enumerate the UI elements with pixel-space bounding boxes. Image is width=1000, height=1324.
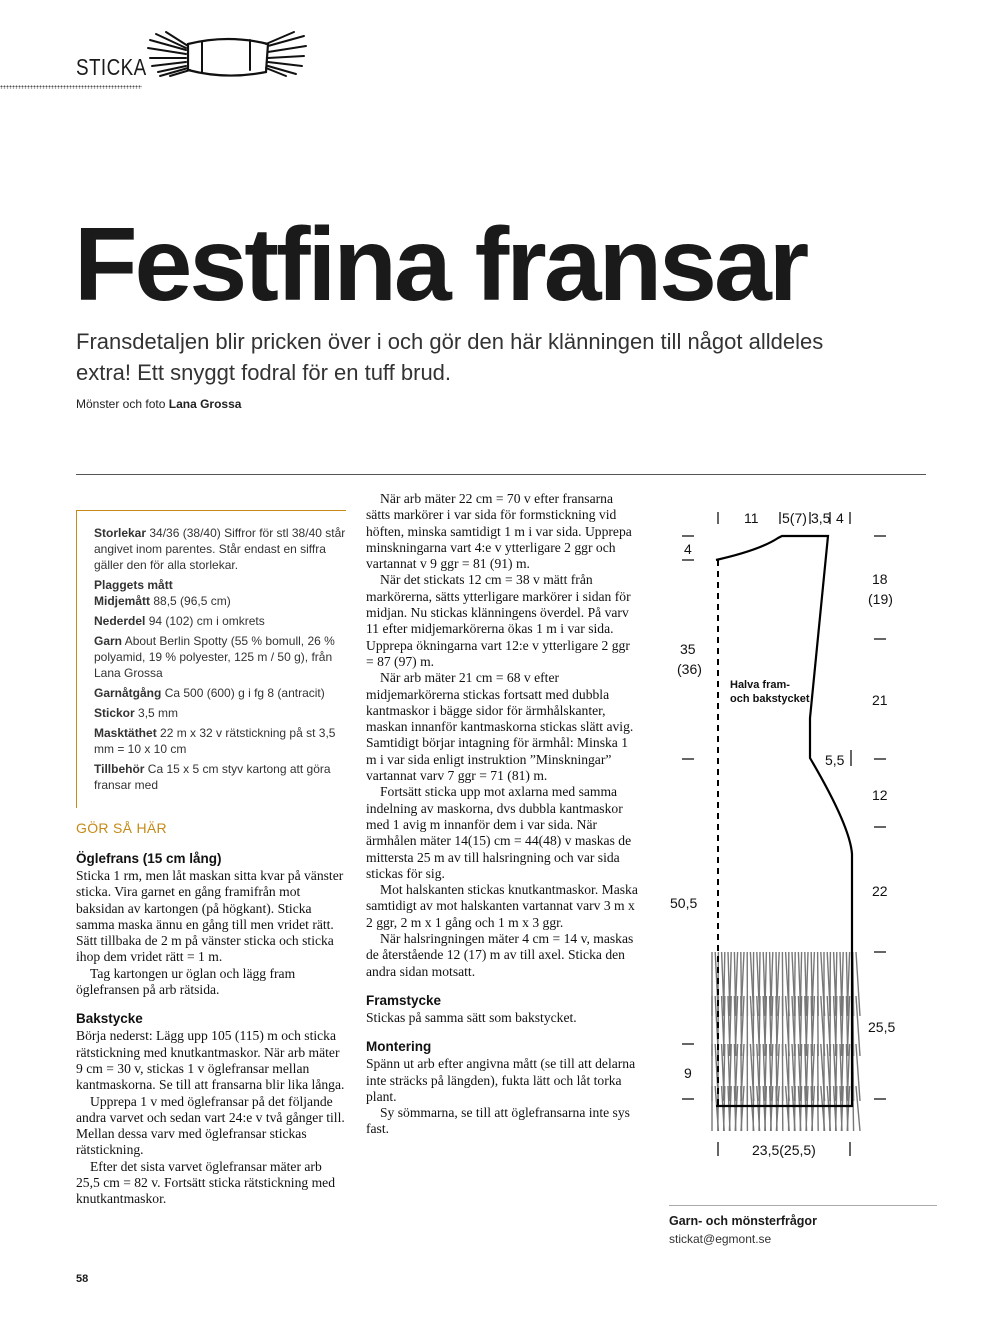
paragraph: Efter det sista varvet öglefransar mäter arb 25,5 cm = 82 v. Fortsätt sticka rätstickning med knutkantmaskor. bbox=[76, 1158, 335, 1207]
page-number: 58 bbox=[76, 1273, 89, 1285]
paragraph: Stickas på samma sätt som bakstycket. bbox=[366, 1009, 577, 1025]
dotted-divider bbox=[0, 85, 142, 89]
fact-label: Garn bbox=[94, 634, 123, 648]
dim-top-3-5: 3,5 bbox=[811, 510, 831, 526]
garment-schematic bbox=[660, 496, 940, 1171]
fact-matt-heading bbox=[94, 577, 346, 593]
paragraph: När det stickats 12 cm = 38 v mätt från markörerna, sätts ytterligare markörer i sidan för midjan. Nu stickas klänningens överdel. På varv 11 efter midjemarkörerna ökas 1 m i var sida. Upprepa ökningarna vart 12:e v ytterligare 2 ggr = 87 (97) m. bbox=[366, 572, 631, 669]
paragraph: Spänn ut arb efter angivna mått (se till att delarna inte sträcks på längden), fukta lätt och låt torka plant. bbox=[366, 1056, 636, 1104]
fact-label: Garnåtgång bbox=[94, 686, 162, 700]
fact-midjematt bbox=[94, 593, 346, 609]
page-header bbox=[0, 30, 330, 90]
dim-top-11: 11 bbox=[744, 510, 759, 526]
fact-text: 3,5 mm bbox=[138, 706, 179, 720]
dim-right-22: 22 bbox=[872, 883, 888, 899]
schematic-label-line1: Halva fram- bbox=[730, 679, 790, 691]
fact-tillbehor bbox=[94, 761, 346, 793]
instructions-column-2 bbox=[366, 491, 638, 1138]
fact-label: Midjemått bbox=[94, 594, 151, 608]
fact-label: Nederdel bbox=[94, 614, 146, 628]
dim-bottom-width: 23,5(25,5) bbox=[752, 1142, 816, 1158]
yarn-skein-icon bbox=[146, 30, 308, 78]
fact-text: About Berlin Spotty (55 % bomull, 26 % polyamid, 19 % polyester, 125 m / 50 g), från Lana Grossa bbox=[94, 634, 335, 680]
credit-name: Lana Grossa bbox=[168, 397, 242, 411]
dim-left-9: 9 bbox=[684, 1065, 692, 1081]
dim-right-5-5: 5,5 bbox=[825, 752, 845, 768]
paragraph: Sticka 1 rm, men låt maskan sitta kvar på vänster sticka. Vira garnet en gång framifrån mot baksidan av kartongen (på högkant). Sticka samma maska ännu en gång till men vridet rätt. Sätt tillbaka de 2 m på vänster sticka och sticka ihop dem vridet rätt = 1 m. bbox=[76, 868, 344, 965]
left-dimension-ticks bbox=[682, 536, 694, 1099]
fact-storlekar bbox=[94, 525, 346, 573]
paragraph: Fortsätt sticka upp mot axlarna med samma indelning av maskorna, dvs dubbla kantmaskor med 1 avig m innanför dem i var sida. När ärmhålen mäter 14(15) cm = 44(48) v maskas de mittersta 25 m av till halsringning och var sida stickas för sig. bbox=[366, 784, 632, 881]
fact-garn bbox=[94, 633, 346, 681]
fact-label: Masktäthet bbox=[94, 726, 157, 740]
paragraph: Sy sömmarna, se till att öglefransarna inte sys fast. bbox=[366, 1105, 630, 1137]
paragraph: Tag kartongen ur öglan och lägg fram öglefransen på arb rätsida. bbox=[76, 965, 296, 998]
fact-stickor bbox=[94, 705, 346, 721]
horizontal-divider bbox=[76, 474, 926, 475]
fact-text: 22 m x 32 v rätstickning på st 3,5 mm = 10 x 10 cm bbox=[94, 726, 336, 756]
fact-masktathet bbox=[94, 725, 346, 757]
footer-divider bbox=[669, 1205, 937, 1206]
fact-label: Storlekar bbox=[94, 526, 147, 540]
dim-top-5-7: 5(7) bbox=[782, 510, 807, 526]
article-title: Festfina fransar bbox=[74, 207, 807, 323]
dim-right-18: 18 bbox=[872, 571, 888, 587]
fact-text: Ca 500 (600) g i fg 8 (antracit) bbox=[164, 686, 325, 700]
dim-right-12: 12 bbox=[872, 787, 888, 803]
fact-text: 94 (102) cm i omkrets bbox=[148, 614, 265, 628]
right-dimension-ticks bbox=[851, 536, 886, 1099]
howto-heading: GÖR SÅ HÄR bbox=[76, 820, 167, 836]
dim-top-4: 4 bbox=[836, 510, 844, 526]
fact-heading: Plaggets mått bbox=[94, 578, 173, 592]
article-credit bbox=[76, 397, 241, 411]
article-intro: Fransdetaljen blir pricken över i och gör den här klänningen till något alldeles extra! Ett snyggt fodral för en tuff brud. bbox=[76, 329, 824, 385]
fact-garnatgang bbox=[94, 685, 346, 701]
fact-text: Ca 15 x 5 cm styv kartong att göra fransar med bbox=[94, 762, 331, 792]
heading-bakstycke: Bakstycke bbox=[76, 1011, 143, 1027]
fact-text: 34/36 (38/40) Siffror för stl 38/40 står angivet inom parentes. Står endast en siffra gäller den för alla storlekar. bbox=[94, 526, 346, 572]
paragraph: Upprepa 1 v med öglefransar på det följande andra varvet och sedan vart 24:e v två gånger till. Mellan dessa varv med öglefransar stickas rätstickning. bbox=[76, 1093, 345, 1158]
instructions-column-1 bbox=[76, 850, 348, 1208]
dim-left-4: 4 bbox=[684, 541, 692, 557]
heading-montering: Montering bbox=[366, 1039, 432, 1055]
dim-left-50-5: 50,5 bbox=[670, 895, 698, 911]
dim-left-36: (36) bbox=[677, 661, 702, 677]
dim-left-35: 35 bbox=[680, 641, 696, 657]
fact-box bbox=[76, 510, 346, 808]
paragraph: Börja nederst: Lägg upp 105 (115) m och sticka rätstickning med knutkantmaskor. När arb mäter 9 cm = 30 v, stickas 1 v öglefransar mellan kantmaskorna. Se till att fransarna blir lika långa. bbox=[76, 1028, 345, 1093]
paragraph: När arb mäter 21 cm = 68 v efter midjemarkörerna stickas fortsatt med dubbla kantmaskor i bägge sidor för ärmhålskanter, maskan innanför kantmaskorna stickas slätt avig. Samtidigt börjar intagning för ärmhål: Minska 1 m i var sida enligt instruktion ”Minskningar” vartannat varv 7 ggr = 71 (81) m. bbox=[366, 670, 634, 784]
fact-label: Stickor bbox=[94, 706, 135, 720]
paragraph: När halsringningen mäter 4 cm = 14 v, maskas de återstående 12 (17) m av till axel. Sticka den andra sidan motsatt. bbox=[366, 931, 634, 979]
paragraph: När arb mäter 22 cm = 70 v efter fransarna sätts markörer i var sida för formstickning vid höften, minska samtidigt 1 m i var sida. Upprepa minskningarna vart 4:e v ytterligare 2 ggr och vartannat v 9 ggr = 81 (91) m. bbox=[366, 491, 632, 572]
section-label: STICKA bbox=[76, 54, 147, 80]
fact-label: Tillbehör bbox=[94, 762, 145, 776]
heading-framstycke: Framstycke bbox=[366, 992, 442, 1008]
credit-prefix: Mönster och foto bbox=[76, 397, 166, 411]
paragraph: Mot halskanten stickas knutkantmaskor. Maska samtidigt av mot halskanten vartannat varv 3 m x 2 ggr, 2 m x 1 gång och 1 m x 3 ggr. bbox=[366, 882, 638, 930]
fringe-pattern bbox=[712, 952, 860, 1131]
schematic-label-line2: och bakstycket bbox=[730, 693, 810, 705]
fact-text: 88,5 (96,5 cm) bbox=[153, 594, 231, 608]
contact-title: Garn- och mönsterfrågor bbox=[669, 1214, 817, 1228]
fact-nederdel bbox=[94, 613, 346, 629]
dim-right-21: 21 bbox=[872, 692, 888, 708]
contact-email: stickat@egmont.se bbox=[669, 1232, 772, 1246]
dim-right-19: (19) bbox=[868, 591, 893, 607]
heading-oglefrans: Öglefrans (15 cm lång) bbox=[76, 851, 222, 866]
dim-right-25-5: 25,5 bbox=[868, 1019, 896, 1035]
